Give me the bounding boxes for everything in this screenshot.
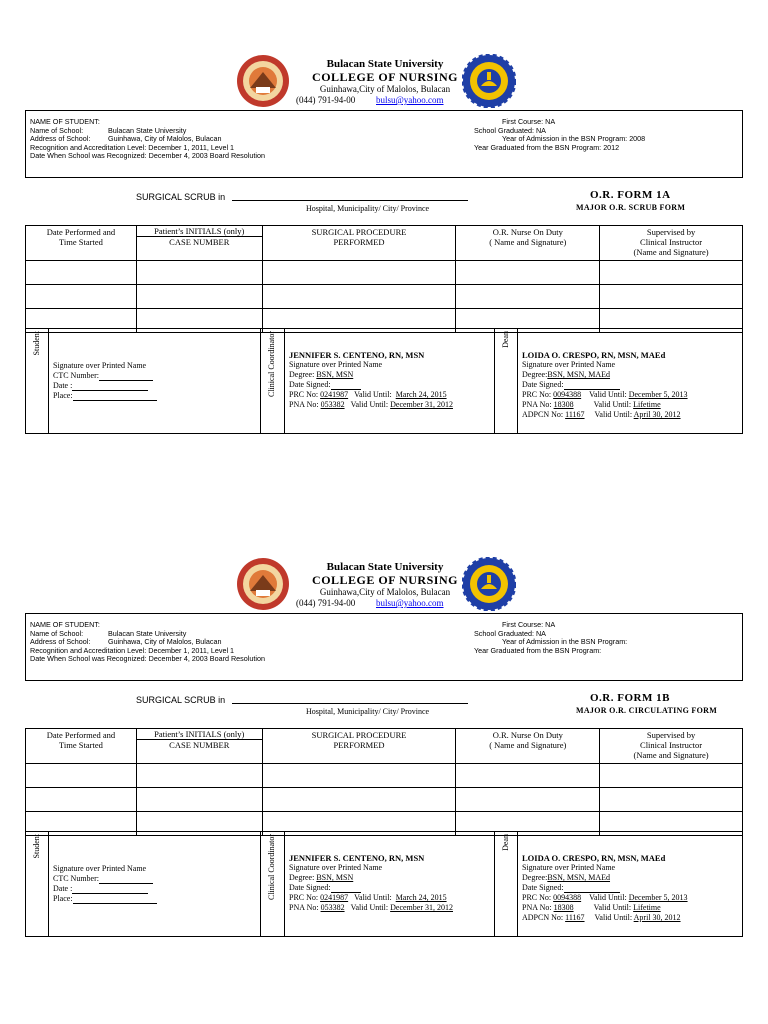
or-form-2	[0, 553, 768, 993]
school-graduated-label: School Graduated:	[474, 125, 534, 135]
dean-prc: 0094388	[553, 390, 582, 399]
table-cell[interactable]	[262, 788, 456, 812]
col-initials-header: Patient’s INITIALS (only) CASE NUMBER	[136, 226, 262, 261]
dean-sig-printed: Signature over Printed Name	[522, 863, 616, 872]
table-row	[26, 261, 743, 285]
college-address: Guinhawa,City of Malolos, Bulacan	[319, 587, 451, 597]
table-cell[interactable]	[600, 788, 743, 812]
dean-prc-valid: December 5, 2013	[628, 390, 688, 399]
student-side-label: Student	[32, 331, 41, 356]
table-cell[interactable]	[136, 261, 262, 285]
coordinator-pna-valid: December 31, 2012	[390, 400, 453, 409]
table-row	[26, 788, 743, 812]
coordinator-date-signed: Date Signed:	[289, 380, 331, 389]
date-recognized-label: Date When School was Recognized:	[30, 654, 147, 664]
table-cell[interactable]	[136, 788, 262, 812]
date-recognized-label: Date When School was Recognized:	[30, 151, 147, 161]
dean-adpcn-valid: April 30, 2012	[633, 410, 681, 419]
table-cell[interactable]	[262, 764, 456, 788]
dean-prc: 0094388	[553, 893, 582, 902]
place-label: Place:	[53, 894, 73, 903]
year-admission-label: Year of Admission in the BSN Program:	[502, 637, 628, 647]
table-cell[interactable]	[262, 285, 456, 309]
recognition-value: December 1, 2011, Level 1	[148, 645, 235, 655]
dean-side-label: Dean	[501, 331, 510, 348]
recognition-label: Recognition and Accreditation Level:	[30, 645, 147, 655]
university-name: Bulacan State University	[326, 58, 444, 70]
table-cell[interactable]	[26, 788, 137, 812]
coordinator-sig-printed: Signature over Printed Name	[289, 360, 383, 369]
school-graduated-value: NA	[535, 125, 546, 135]
date-label: Date :	[53, 381, 73, 390]
year-admission-value: 2008	[629, 134, 646, 144]
name-of-student-label: NAME OF STUDENT:	[30, 117, 100, 126]
coordinator-pna: 053382	[320, 400, 345, 409]
student-info-box	[25, 613, 743, 681]
surgical-scrub-label: SURGICAL SCRUB in	[136, 695, 226, 705]
student-info-box	[25, 110, 743, 178]
college-phone: (044) 791-94-00	[296, 598, 356, 608]
hospital-caption: Hospital, Municipality/ City/ Province	[306, 707, 430, 716]
dean-pna-valid: Lifetime	[633, 400, 661, 409]
coordinator-prc: 0241987	[320, 390, 349, 399]
table-cell[interactable]	[136, 285, 262, 309]
college-phone: (044) 791-94-00	[296, 95, 356, 105]
college-name: COLLEGE OF NURSING	[312, 573, 458, 587]
table-cell[interactable]	[136, 764, 262, 788]
address-of-school-value: Guinhawa, City of Malolos, Bulacan	[108, 637, 222, 647]
student-signature-block	[53, 864, 157, 904]
place-label: Place:	[53, 391, 73, 400]
form-subtitle: MAJOR O.R. CIRCULATING FORM	[576, 706, 718, 715]
dean-prc-valid: December 5, 2013	[628, 893, 688, 902]
ctc-label: CTC Number:	[53, 371, 99, 380]
student-signature-block	[53, 361, 157, 401]
form-title: O.R. FORM 1A	[590, 189, 671, 201]
first-course-label: First Course:	[502, 117, 544, 126]
address-of-school-value: Guinhawa, City of Malolos, Bulacan	[108, 134, 222, 144]
recognition-label: Recognition and Accreditation Level:	[30, 142, 147, 152]
table-row	[26, 285, 743, 309]
coordinator-name: JENNIFER S. CENTENO, RN, MSN	[289, 853, 425, 863]
college-name: COLLEGE OF NURSING	[312, 70, 458, 84]
dean-adpcn: 11167	[565, 410, 585, 419]
date-input[interactable]	[72, 382, 148, 391]
date-input[interactable]	[72, 885, 148, 894]
table-cell[interactable]	[456, 788, 600, 812]
place-input[interactable]	[73, 895, 157, 904]
student-side-label: Student	[32, 834, 41, 859]
coordinator-date-signed: Date Signed:	[289, 883, 331, 892]
first-course-value: NA	[545, 620, 556, 629]
first-course-label: First Course:	[502, 620, 544, 629]
college-email-link[interactable]: bulsu@yahoo.com	[376, 95, 444, 105]
coordinator-sig-printed: Signature over Printed Name	[289, 863, 383, 872]
ctc-input[interactable]	[99, 875, 153, 884]
hospital-caption: Hospital, Municipality/ City/ Province	[306, 204, 430, 213]
col-procedure-header: SURGICAL PROCEDURE PERFORMED	[262, 226, 456, 261]
col-procedure-header: SURGICAL PROCEDURE PERFORMED	[262, 729, 456, 764]
year-admission-label: Year of Admission in the BSN Program:	[502, 134, 628, 144]
name-of-school-value: Bulacan State University	[108, 125, 187, 135]
place-input[interactable]	[73, 392, 157, 401]
dean-block: LOIDA O. CRESPO, RN, MSN, MAEd Signature over Printed Name Degree:BSN, MSN, MAEd Date Signed: PRC No: 0094388 Valid Until: December 5, 2013 PNA No: 18308 Valid Until: Lifetime ADPCN No: 11167 Valid Until: April 30, 2012	[522, 853, 688, 922]
dean-degree: BSN, MSN, MAEd	[547, 370, 611, 379]
col-nurse-header: O.R. Nurse On Duty ( Name and Signature)	[456, 226, 600, 261]
recognition-value: December 1, 2011, Level 1	[148, 142, 235, 152]
name-of-school-label: Name of School:	[30, 125, 84, 135]
date-recognized-value: December 4, 2003 Board Resolution	[148, 151, 265, 161]
signature-box	[25, 328, 743, 434]
dean-date-signed: Date Signed:	[522, 380, 564, 389]
form-subtitle: MAJOR O.R. SCRUB FORM	[576, 203, 686, 212]
dean-degree: BSN, MSN, MAEd	[547, 873, 611, 882]
table-cell[interactable]	[600, 285, 743, 309]
table-cell[interactable]	[26, 764, 137, 788]
year-graduated-value: 2012	[603, 142, 620, 152]
hospital-input-line[interactable]	[232, 703, 468, 704]
table-cell[interactable]	[600, 261, 743, 285]
col-initials-header: Patient’s INITIALS (only) CASE NUMBER	[136, 729, 262, 764]
table-cell[interactable]	[26, 261, 137, 285]
coordinator-prc-valid: March 24, 2015	[395, 893, 447, 902]
year-graduated-label: Year Graduated from the BSN Program:	[474, 645, 602, 655]
col-date-header: Date Performed and Time Started	[26, 729, 137, 764]
school-graduated-label: School Graduated:	[474, 628, 534, 638]
address-of-school-label: Address of School:	[30, 134, 91, 144]
college-address: Guinhawa,City of Malolos, Bulacan	[319, 84, 451, 94]
or-form-1	[0, 50, 768, 490]
procedure-table	[25, 225, 743, 333]
student-sig-printed: Signature over Printed Name	[53, 864, 147, 873]
ctc-input[interactable]	[99, 372, 153, 381]
dean-date-signed: Date Signed:	[522, 883, 564, 892]
coordinator-degree: BSN, MSN	[316, 370, 354, 379]
dean-sig-printed: Signature over Printed Name	[522, 360, 616, 369]
col-supervised-header: Supervised by Clinical Instructor (Name and Signature)	[600, 226, 743, 261]
table-row	[26, 764, 743, 788]
coordinator-name: JENNIFER S. CENTENO, RN, MSN	[289, 350, 425, 360]
table-cell[interactable]	[262, 261, 456, 285]
procedure-table	[25, 728, 743, 836]
address-of-school-label: Address of School:	[30, 637, 91, 647]
table-cell[interactable]	[456, 285, 600, 309]
ctc-label: CTC Number:	[53, 874, 99, 883]
table-header-row	[26, 729, 743, 764]
table-cell[interactable]	[456, 764, 600, 788]
hospital-input-line[interactable]	[232, 200, 468, 201]
date-recognized-value: December 4, 2003 Board Resolution	[148, 654, 265, 664]
dean-pna: 18308	[553, 903, 574, 912]
coordinator-side-label: Clinical Coordinator	[267, 331, 276, 397]
signature-box	[25, 831, 743, 937]
dean-adpcn: 11167	[565, 913, 585, 922]
first-course-value: NA	[545, 117, 556, 126]
col-date-header: Date Performed and Time Started	[26, 226, 137, 261]
coordinator-pna-valid: December 31, 2012	[390, 903, 453, 912]
coordinator-degree: BSN, MSN	[316, 873, 354, 882]
year-graduated-label: Year Graduated from the BSN Program:	[474, 142, 602, 152]
coordinator-pna: 053382	[320, 903, 345, 912]
dean-side-label: Dean	[501, 834, 510, 851]
table-cell[interactable]	[456, 261, 600, 285]
dean-pna-valid: Lifetime	[633, 903, 661, 912]
table-header-row	[26, 226, 743, 261]
dean-adpcn-valid: April 30, 2012	[633, 913, 681, 922]
name-of-school-value: Bulacan State University	[108, 628, 187, 638]
coordinator-side-label: Clinical Coordinator	[267, 834, 276, 900]
dean-name: LOIDA O. CRESPO, RN, MSN, MAEd	[522, 853, 666, 863]
student-sig-printed: Signature over Printed Name	[53, 361, 147, 370]
school-graduated-value: NA	[535, 628, 546, 638]
college-email-link[interactable]: bulsu@yahoo.com	[376, 598, 444, 608]
dean-pna: 18308	[553, 400, 574, 409]
dean-block: LOIDA O. CRESPO, RN, MSN, MAEd Signature over Printed Name Degree:BSN, MSN, MAEd Date Signed: PRC No: 0094388 Valid Until: December 5, 2013 PNA No: 18308 Valid Until: Lifetime ADPCN No: 11167 Valid Until: April 30, 2012	[522, 350, 688, 419]
form-title: O.R. FORM 1B	[590, 692, 670, 704]
name-of-school-label: Name of School:	[30, 628, 84, 638]
table-cell[interactable]	[600, 764, 743, 788]
dean-name: LOIDA O. CRESPO, RN, MSN, MAEd	[522, 350, 666, 360]
university-name: Bulacan State University	[326, 561, 444, 573]
date-label: Date :	[53, 884, 73, 893]
coordinator-prc: 0241987	[320, 893, 349, 902]
coordinator-block: JENNIFER S. CENTENO, RN, MSN Signature over Printed Name Degree: BSN, MSN Date Signed: PRC No: 0241987 Valid Until: March 24, 2015 PNA No: 053382 Valid Until: December 31, 2012	[289, 350, 453, 409]
coordinator-block: JENNIFER S. CENTENO, RN, MSN Signature over Printed Name Degree: BSN, MSN Date Signed: PRC No: 0241987 Valid Until: March 24, 2015 PNA No: 053382 Valid Until: December 31, 2012	[289, 853, 453, 912]
col-supervised-header: Supervised by Clinical Instructor (Name and Signature)	[600, 729, 743, 764]
table-cell[interactable]	[26, 285, 137, 309]
name-of-student-label: NAME OF STUDENT:	[30, 620, 100, 629]
surgical-scrub-label: SURGICAL SCRUB in	[136, 192, 226, 202]
coordinator-prc-valid: March 24, 2015	[395, 390, 447, 399]
col-nurse-header: O.R. Nurse On Duty ( Name and Signature)	[456, 729, 600, 764]
